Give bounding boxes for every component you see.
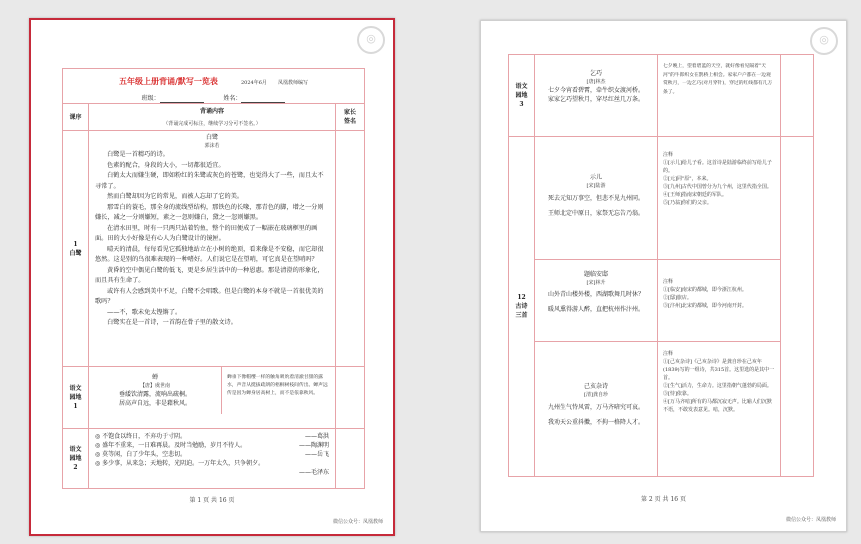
page-2[interactable] <box>480 20 847 532</box>
quote-text: ◎ 不饱食以终日，不弃功于寸阴。 <box>95 433 187 440</box>
note-line: ⑤[乃翁]你们的父亲。 <box>663 200 712 206</box>
note-line: 注释 <box>663 351 674 357</box>
garden-3-translation: 七夕晚上，望着碧蓝的天空，就好像看见隔着"天河"的牛郎织女在鹊桥上相会。家家户户都在一边观赏秋月，一边乞巧(对月穿针)，穿过的红线都有几万条了。 <box>658 55 781 137</box>
quote-author: ——陶渊明 <box>298 442 329 449</box>
garden-1-label-line: 园地 <box>69 394 82 401</box>
lesson-1-num: 1 <box>73 240 78 248</box>
garden-3-label <box>509 55 535 137</box>
col-header-lesson: 课序 <box>63 104 89 131</box>
paragraph: 然而白鹭却因为它的常见，而被人忘却了它的美。 <box>107 193 244 200</box>
poem-2-notes <box>658 260 781 342</box>
paragraph: 白鹭实在是一首诗，一首韵在骨子里的散文诗。 <box>107 319 237 326</box>
note-line: ③[恃]依靠。 <box>663 391 692 397</box>
sheet-author: 凤凰教师编写 <box>278 80 309 86</box>
garden-2-content <box>89 429 336 489</box>
sign-cell-2[interactable] <box>336 367 365 429</box>
paragraph: ——不，歌未免太铿锵了。 <box>107 308 182 316</box>
note-line: ②[元]同"原"，本来。 <box>663 176 712 182</box>
poem-1-notes <box>658 137 781 260</box>
poem-1 <box>535 137 658 260</box>
note-line: 注释 <box>663 152 674 158</box>
lesson-12-label-line: 12 <box>517 294 526 301</box>
poem-line: 家家乞巧望秋月，穿尽红丝几万条。 <box>547 96 644 103</box>
publisher-credit: 微信公众号：凤凰教师 <box>332 519 383 525</box>
poem-line: 居高声自远，非是藉秋风。 <box>118 400 191 407</box>
sheet-title: 五年级上册背诵/默写一览表 <box>118 76 218 86</box>
sign-cell-4[interactable] <box>781 55 814 137</box>
poem-title: 乞巧 <box>589 70 602 77</box>
poem-title: 题临安邸 <box>583 271 608 278</box>
lesson-1-name: 白鹭 <box>69 249 82 257</box>
garden-2-label <box>63 429 89 489</box>
paragraph: 黄昏的空中偶见白鹭的低飞，更是乡居生活中的一种恩惠。那是清澄的形象化，而且具有生命了。 <box>95 266 324 284</box>
note-line: ①[临安]南宋的都城，即今浙江杭州。 <box>663 287 747 293</box>
col-header-content: 背诵内容 <box>199 107 224 115</box>
garden-3-label-line: 3 <box>519 101 524 108</box>
sign-cell-3[interactable] <box>336 429 365 489</box>
garden-3-poem <box>535 55 658 137</box>
note-line: ④[王师]指南宋朝廷的军队。 <box>663 192 727 198</box>
poem-line: 七夕今宵看碧霄，牵牛织女渡河桥。 <box>547 87 644 94</box>
poem-line: 垂緌饮清露，流响出疏桐。 <box>118 391 191 398</box>
poem-author: [唐]林杰 <box>586 79 606 85</box>
quote-text: ◎ 莫等闲，白了少年头，空悲切。 <box>95 451 187 458</box>
sheet-header <box>63 69 365 104</box>
recitation-table-page-2 <box>508 54 814 477</box>
garden-1-content <box>89 367 336 429</box>
note-line: ①[示儿]给儿子看。这首诗是陆游临终前写给儿子的。 <box>663 160 772 174</box>
paragraph: 那雪白的蓑毛，那全身的流线型结构，那铁色的长喙，那青色的脚，增之一分则嫌长，减之一分则嫌短，素之一忽则嫌白，黛之一忽则嫌黑。 <box>95 203 324 221</box>
note-line: 注释 <box>663 279 674 285</box>
note-line: ④[万马齐喑]所有的马都沉寂无声。比喻人们沉默不语，不敢发表意见。喑，沉默。 <box>663 399 772 413</box>
paragraph: 白鹭是一首精巧的诗。 <box>107 151 169 158</box>
poem-title: 己亥杂诗 <box>583 383 608 390</box>
class-label: 班级： <box>141 95 160 102</box>
paragraph: 或许有人会感到美中不足，白鹭不会唱歌。但是白鹭的本身不就是一首很优美的歌吗？ <box>95 287 324 305</box>
poem-line: 死去元知万事空，但悲不见九州同。 <box>547 195 644 202</box>
poem-3 <box>535 342 658 477</box>
lesson-1-title: 白鹭 <box>205 134 218 141</box>
poem-line: 暖风熏得游人醉，直把杭州作汴州。 <box>547 306 644 313</box>
poem-line: 山外青山楼外楼，西湖歌舞几时休？ <box>547 291 644 298</box>
poem-line: 九州生气恃风雷，万马齐喑究可哀。 <box>547 404 644 411</box>
name-label: 姓名： <box>223 95 242 102</box>
page-number: 第 2 页 共 16 页 <box>641 496 686 503</box>
quote-text: ◎ 多少事，从来急；天地转，光阴迫。一万年太久，只争朝夕。 <box>95 460 265 467</box>
page-1[interactable] <box>29 18 395 536</box>
note-line: ②[邸]旅店。 <box>663 295 692 301</box>
poem-author: [宋]陆游 <box>586 183 606 189</box>
sign-label: 签名 <box>343 118 356 125</box>
quote-author: ——葛洪 <box>304 433 329 440</box>
garden-2-label-line: 2 <box>73 464 78 471</box>
poem-line: 王师北定中原日，家祭无忘告乃翁。 <box>547 210 644 217</box>
page-number: 第 1 页 共 16 页 <box>189 497 235 504</box>
poem-title: 蝉 <box>151 374 158 381</box>
poem-3-notes <box>658 342 781 477</box>
poem-2 <box>535 260 658 342</box>
garden-3-label-line: 语文 <box>515 83 528 90</box>
sheet-date: 2024年6月 <box>241 80 267 86</box>
poem-translation: 蝉垂下像帽缨一样的触角吸吮着清澈甘甜的露水，声音从挺拔疏朗的梧桐树枝间传出。蝉声远传是因为蝉身居高树上，而不是依靠秋风。 <box>227 375 328 396</box>
note-line: ③[汴州]北宋的都城，即今河南开封。 <box>663 303 747 309</box>
sign-cell-5[interactable] <box>781 137 814 477</box>
lesson-12-label-line: 古诗 <box>515 303 528 310</box>
note-text: （背诵完成可标注，继续学习分可不签名。） <box>163 120 261 127</box>
lesson-1-label <box>63 131 89 367</box>
garden-2-label-line: 语文 <box>69 446 82 453</box>
name-field[interactable] <box>241 95 285 103</box>
lesson-12-label <box>509 137 535 477</box>
garden-1-label-line: 1 <box>73 403 78 410</box>
lesson-1-content <box>89 131 336 367</box>
garden-1-label-line: 语文 <box>69 385 82 392</box>
note-line: ③[九州]古代中国曾分为九个州，这里代指全国。 <box>663 184 772 190</box>
lesson-1-author: 郭沫若 <box>204 143 220 149</box>
poem-author: [清]龚自珍 <box>584 392 608 398</box>
paragraph: 色素的配合，身段的大小，一切都很适宜。 <box>107 161 225 169</box>
garden-3-label-line: 园地 <box>515 92 528 99</box>
sign-cell-1[interactable] <box>336 131 365 367</box>
parent-label: 家长 <box>343 109 356 116</box>
paragraph: 在清水田里，时有一只两只站着钓鱼，整个的田便成了一幅嵌在玻璃框里的画面。田的大小好像是有心人为白鹭设计的镜匣。 <box>95 224 318 242</box>
garden-2-label-line: 园地 <box>69 455 82 462</box>
paragraph: 白鹤太大而嫌生硬，即如粉红的朱鹭或灰色的苍鹭，也觉得大了一些，而且太不寻常了。 <box>95 172 324 190</box>
garden-1-label <box>63 367 89 429</box>
publisher-credit: 微信公众号：凤凰教师 <box>785 517 836 523</box>
quote-text: ◎ 盛年不重来，一日难再晨。及时当勉励，岁月不待人。 <box>95 442 247 449</box>
poem-title: 示儿 <box>589 174 602 181</box>
paragraph: 晴天的清晨，每每看见它孤独地站立在小树的绝顶，看来像是不安稳，而它却很悠然。这是别的鸟很难表现的一种嗜好。人们说它是在望哨，可它真是在望哨吗？ <box>95 245 324 263</box>
watermark-logo-icon: ◎ <box>357 26 385 54</box>
class-field[interactable] <box>160 95 204 103</box>
quote-author: ——毛泽东 <box>298 469 329 476</box>
note-line: ①[己亥杂诗]《己亥杂诗》是龚自珍在己亥年(1839)写的一组诗，共315首。这里选的是其中一首。 <box>663 359 775 381</box>
poem-author: 【唐】虞世南 <box>139 383 170 389</box>
lesson-12-label-line: 三首 <box>515 312 528 319</box>
recitation-table-page-1 <box>62 68 365 489</box>
col-header-parent-sign <box>336 104 365 131</box>
poem-author: [宋]林升 <box>586 280 606 286</box>
poem-line: 我劝天公重抖擞，不拘一格降人才。 <box>547 419 644 426</box>
quote-author: ——岳飞 <box>304 451 329 458</box>
note-line: ②[生气]活力，生命力。这里指朝气蓬勃的局面。 <box>663 383 772 389</box>
watermark-logo-icon: ◎ <box>810 27 838 55</box>
